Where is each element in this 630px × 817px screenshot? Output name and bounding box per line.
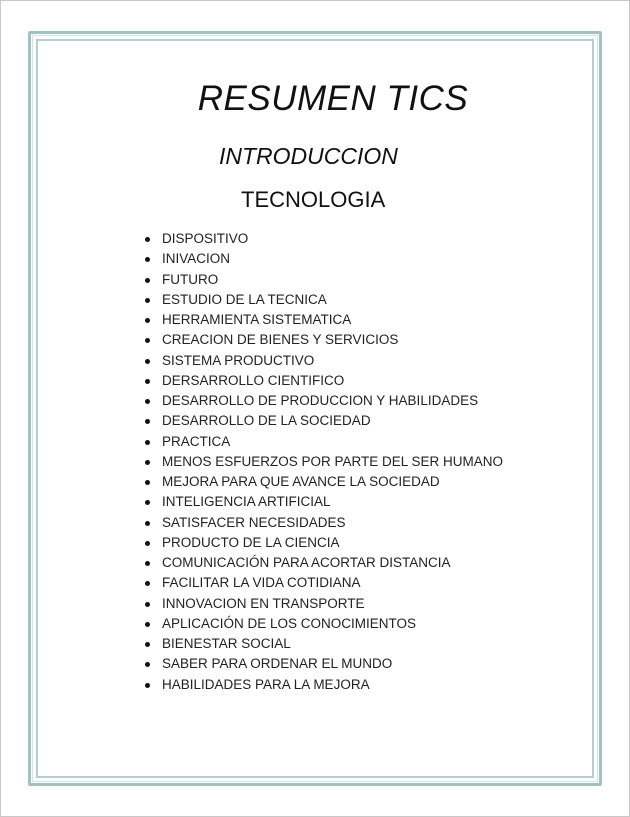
document-title: RESUMEN TICS bbox=[197, 79, 469, 118]
bullet-icon bbox=[145, 622, 150, 627]
list-item bbox=[142, 634, 503, 654]
bullet-icon bbox=[145, 662, 150, 667]
list-item bbox=[142, 513, 503, 533]
bullet-icon bbox=[145, 642, 150, 647]
list-item-text: INIVACION bbox=[162, 251, 231, 267]
list-item-text: HERRAMIENTA SISTEMATICA bbox=[162, 312, 352, 327]
bullet-icon bbox=[145, 581, 150, 586]
list-item bbox=[142, 614, 503, 634]
list-item bbox=[142, 270, 503, 290]
list-item-text: HABILIDADES PARA LA MEJORA bbox=[162, 676, 370, 692]
list-item bbox=[142, 492, 503, 512]
list-item bbox=[142, 330, 503, 350]
list-item-text: BIENESTAR SOCIAL bbox=[162, 636, 291, 651]
list-item bbox=[142, 229, 503, 249]
bullet-icon bbox=[145, 460, 150, 465]
list-item bbox=[142, 371, 503, 391]
list-item bbox=[142, 654, 503, 674]
bullet-icon bbox=[145, 521, 150, 526]
bullet-icon bbox=[145, 500, 150, 505]
list-item bbox=[142, 310, 503, 330]
list-item bbox=[142, 675, 503, 695]
bullet-icon bbox=[145, 278, 150, 283]
bullet-icon bbox=[145, 399, 150, 404]
list-item-text: INTELIGENCIA ARTIFICIAL bbox=[162, 494, 331, 510]
bullet-icon bbox=[145, 419, 150, 424]
document-subtitle: INTRODUCCION bbox=[219, 143, 398, 169]
list-item-text: SABER PARA ORDENAR EL MUNDO bbox=[162, 656, 393, 672]
list-item-text: MEJORA PARA QUE AVANCE LA SOCIEDAD bbox=[162, 474, 440, 489]
bullet-icon bbox=[145, 237, 150, 242]
list-item bbox=[142, 432, 503, 452]
list-item bbox=[142, 411, 503, 431]
list-item-text: PRODUCTO DE LA CIENCIA bbox=[162, 534, 340, 550]
list-item-text: COMUNICACIÓN PARA ACORTAR DISTANCIA bbox=[162, 555, 451, 570]
section-heading: TECNOLOGIA bbox=[241, 187, 386, 212]
bullet-icon bbox=[145, 683, 150, 688]
list-item-text: SATISFACER NECESIDADES bbox=[162, 514, 346, 530]
bullet-icon bbox=[145, 561, 150, 566]
list-item bbox=[142, 472, 503, 492]
list-item-text: MENOS ESFUERZOS POR PARTE DEL SER HUMANO bbox=[162, 453, 504, 469]
list-item bbox=[142, 553, 503, 573]
bullet-icon bbox=[145, 298, 150, 303]
list-item-text: FUTURO bbox=[162, 271, 219, 287]
list-item bbox=[142, 249, 503, 269]
list-item-text: DERSARROLLO CIENTIFICO bbox=[162, 372, 345, 388]
list-item bbox=[142, 573, 503, 593]
bullet-icon bbox=[145, 480, 150, 485]
list-item-text: DESARROLLO DE LA SOCIEDAD bbox=[162, 413, 371, 429]
list-item-text: ESTUDIO DE LA TECNICA bbox=[162, 291, 327, 307]
bullet-icon bbox=[145, 541, 150, 546]
bullet-icon bbox=[145, 257, 150, 262]
list-item bbox=[142, 594, 503, 614]
bullet-icon bbox=[145, 338, 150, 343]
list-item bbox=[142, 290, 503, 310]
bullet-list bbox=[142, 229, 503, 695]
list-item bbox=[142, 391, 503, 411]
bullet-icon bbox=[145, 602, 150, 607]
list-item-text: INNOVACION EN TRANSPORTE bbox=[162, 595, 365, 611]
list-item-text: DISPOSITIVO bbox=[162, 231, 249, 246]
list-item bbox=[142, 351, 503, 371]
list-item bbox=[142, 452, 503, 472]
bullet-icon bbox=[145, 379, 150, 384]
list-item-text: CREACION DE BIENES Y SERVICIOS bbox=[162, 332, 399, 348]
bullet-icon bbox=[145, 440, 150, 445]
list-item-text: APLICACIÓN DE LOS CONOCIMIENTOS bbox=[162, 615, 417, 631]
list-item-text: SISTEMA PRODUCTIVO bbox=[162, 352, 315, 368]
bullet-icon bbox=[145, 359, 150, 364]
bullet-icon bbox=[145, 318, 150, 323]
list-item-text: DESARROLLO DE PRODUCCION Y HABILIDADES bbox=[162, 393, 479, 408]
list-item bbox=[142, 533, 503, 553]
list-item-text: PRACTICA bbox=[162, 433, 231, 449]
list-item-text: FACILITAR LA VIDA COTIDIANA bbox=[162, 575, 361, 591]
